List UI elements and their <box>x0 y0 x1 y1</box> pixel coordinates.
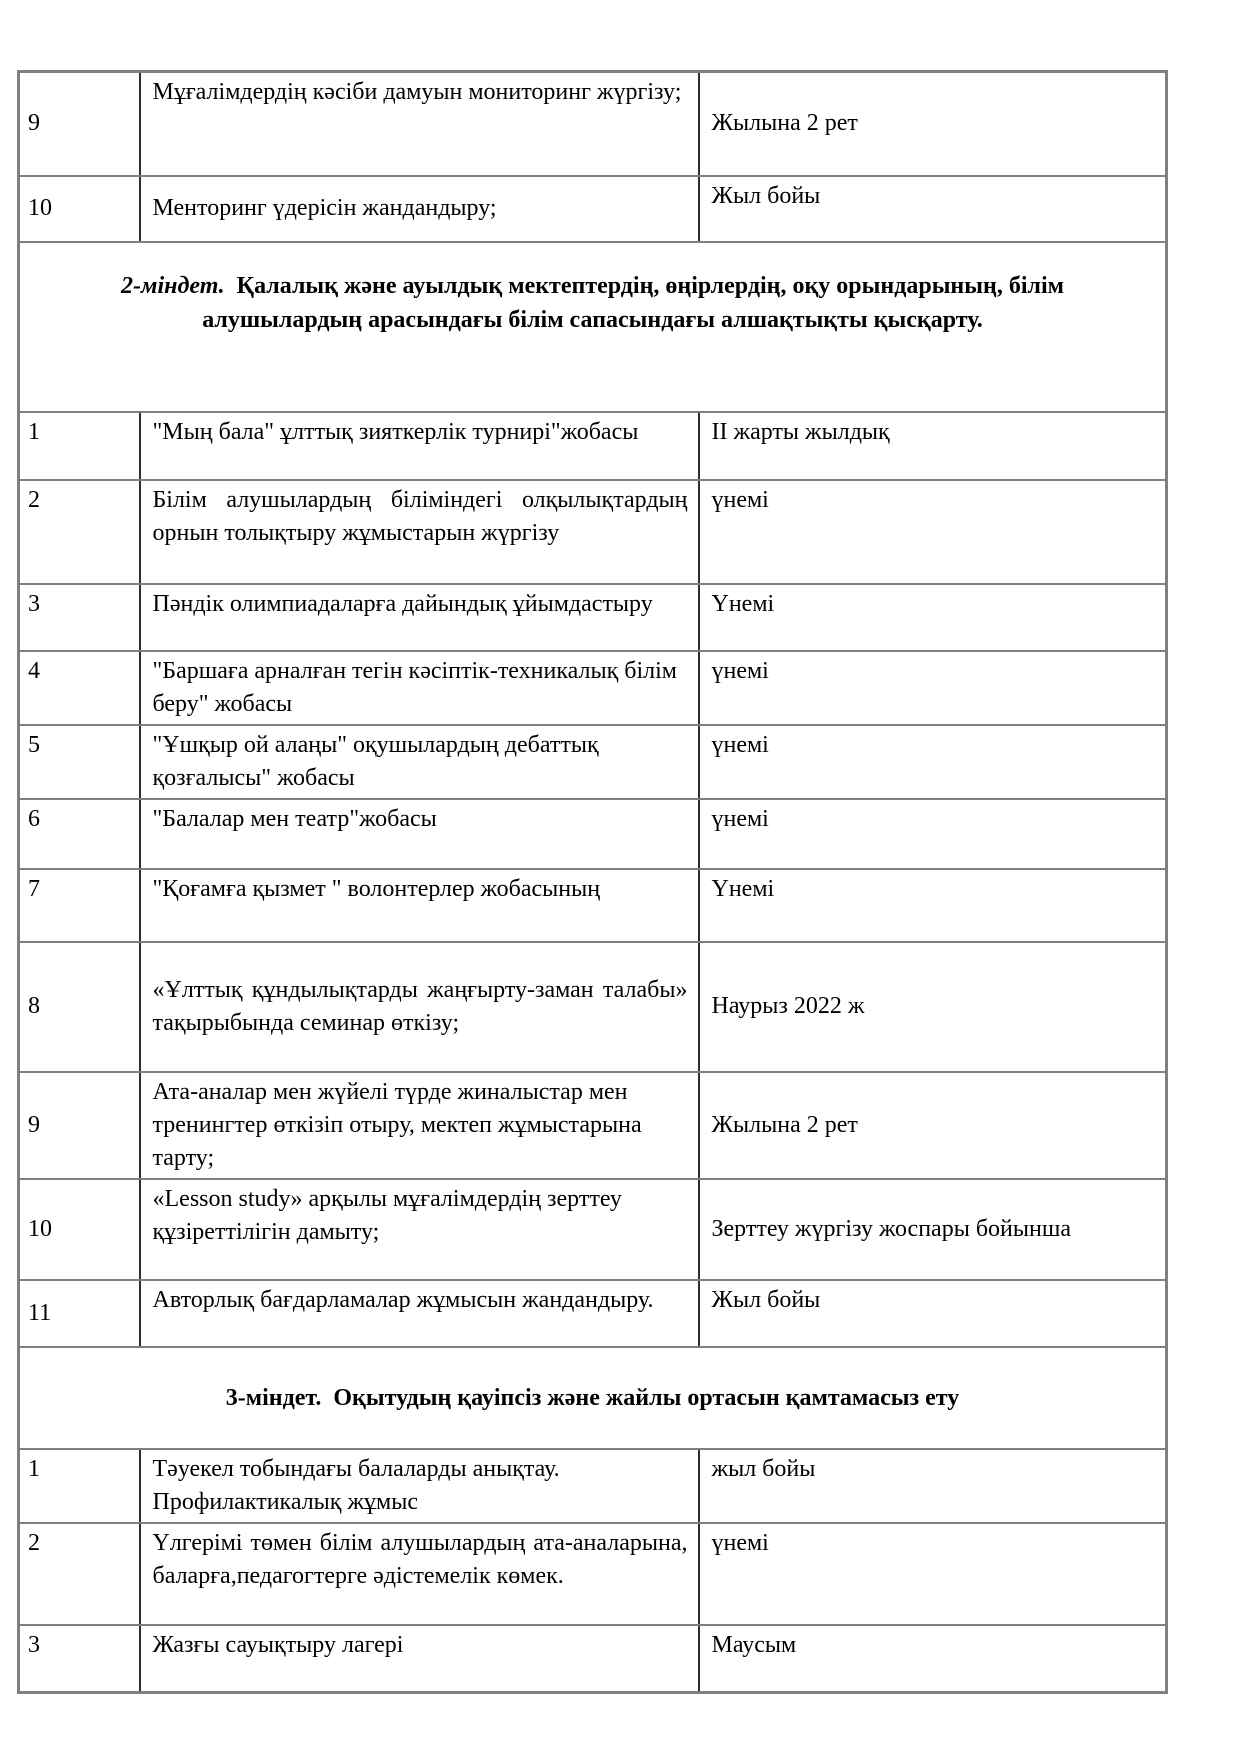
section-2-heading <box>19 242 1167 412</box>
section-row <box>19 242 1167 412</box>
timing-cell: II жарты жылдық <box>699 412 1167 480</box>
table-row <box>19 1179 1167 1280</box>
table-row <box>19 176 1167 242</box>
timing-cell: Жылына 2 рет <box>699 1072 1167 1179</box>
task-cell: «Lesson study» арқылы мұғалімдердің зерттеу құзіреттілігін дамыту; <box>140 1179 699 1280</box>
row-number-cell: 1 <box>19 412 140 480</box>
table-row <box>19 1523 1167 1625</box>
task-cell: Білім алушылардың біліміндегі олқылықтардың орнын толықтыру жұмыстарын жүргізу <box>140 480 699 584</box>
row-number-cell: 2 <box>19 1523 140 1625</box>
timing-cell: үнемі <box>699 480 1167 584</box>
task-cell: Үлгерімі төмен білім алушылардың ата-аналарына, баларға,педагогтерге әдістемелік көмек. <box>140 1523 699 1625</box>
table-row <box>19 1449 1167 1523</box>
section-3-label: 3-міндет. <box>225 1384 322 1411</box>
section-3-heading <box>19 1347 1167 1449</box>
timing-cell: Жыл бойы <box>699 1280 1167 1347</box>
row-number-cell: 8 <box>19 942 140 1072</box>
table-row <box>19 1072 1167 1179</box>
timing-cell: үнемі <box>699 651 1167 725</box>
row-number-cell: 9 <box>19 1072 140 1179</box>
table-row <box>19 942 1167 1072</box>
section-2-label: 2-міндет. <box>121 272 225 299</box>
timing-cell: Зерттеу жүргізу жоспары бойынша <box>699 1179 1167 1280</box>
timing-cell: үнемі <box>699 1523 1167 1625</box>
table-row <box>19 584 1167 651</box>
row-number-cell: 10 <box>19 176 140 242</box>
timing-cell: Үнемі <box>699 869 1167 942</box>
task-cell: Пәндік олимпиадаларға дайындық ұйымдастыру <box>140 584 699 651</box>
timing-cell: жыл бойы <box>699 1449 1167 1523</box>
table-row <box>19 799 1167 869</box>
row-number-cell: 3 <box>19 584 140 651</box>
task-cell: Мұғалімдердің кәсіби дамуын мониторинг жүргізу; <box>140 72 699 176</box>
task-cell: "Балалар мен театр"жобасы <box>140 799 699 869</box>
table-row <box>19 725 1167 799</box>
timing-cell: Маусым <box>699 1625 1167 1693</box>
row-number-cell: 1 <box>19 1449 140 1523</box>
row-number-cell: 5 <box>19 725 140 799</box>
timing-cell: үнемі <box>699 725 1167 799</box>
task-cell: "Баршаға арналған тегін кәсіптік-техникалық білім беру" жобасы <box>140 651 699 725</box>
timing-cell: Үнемі <box>699 584 1167 651</box>
table-row <box>19 72 1167 176</box>
timing-cell: Жылына 2 рет <box>699 72 1167 176</box>
row-number-cell: 10 <box>19 1179 140 1280</box>
task-cell: Ата-аналар мен жүйелі түрде жиналыстар мен тренингтер өткізіп отыру, мектеп жұмыстарына тарту; <box>140 1072 699 1179</box>
task-cell: «Ұлттық құндылықтарды жаңғырту-заман талабы» тақырыбында семинар өткізу; <box>140 942 699 1072</box>
table-row <box>19 651 1167 725</box>
timing-cell: Наурыз 2022 ж <box>699 942 1167 1072</box>
task-cell: "Мың бала" ұлттық зияткерлік турнирі"жобасы <box>140 412 699 480</box>
table-row <box>19 869 1167 942</box>
task-cell: "Ұшқыр ой алаңы" оқушылардың дебаттық қозғалысы" жобасы <box>140 725 699 799</box>
row-number-cell: 6 <box>19 799 140 869</box>
row-number-cell: 7 <box>19 869 140 942</box>
row-number-cell: 9 <box>19 72 140 176</box>
task-cell: "Қоғамға қызмет " волонтерлер жобасының <box>140 869 699 942</box>
task-cell: Авторлық бағдарламалар жұмысын жандандыру. <box>140 1280 699 1347</box>
table-row <box>19 1280 1167 1347</box>
timing-cell: үнемі <box>699 799 1167 869</box>
task-cell: Тәуекел тобындағы балаларды анықтау. Профилактикалық жұмыс <box>140 1449 699 1523</box>
table-row <box>19 412 1167 480</box>
section-row <box>19 1347 1167 1449</box>
row-number-cell: 2 <box>19 480 140 584</box>
table-row <box>19 480 1167 584</box>
task-cell: Жазғы сауықтыру лагері <box>140 1625 699 1693</box>
section-3-title: Оқытудың қауіпсіз және жайлы ортасын қамтамасыз ету <box>333 1384 960 1411</box>
timing-cell: Жыл бойы <box>699 176 1167 242</box>
table-row <box>19 1625 1167 1693</box>
task-cell: Менторинг үдерісін жандандыру; <box>140 176 699 242</box>
row-number-cell: 11 <box>19 1280 140 1347</box>
section-2-title: Қалалық және ауылдық мектептердің, өңірлердің, оқу орындарының, білім алушылардың арасындағы білім сапасындағы алшақтықты қысқарту. <box>202 272 1064 333</box>
row-number-cell: 3 <box>19 1625 140 1693</box>
row-number-cell: 4 <box>19 651 140 725</box>
plan-table <box>17 70 1168 1694</box>
